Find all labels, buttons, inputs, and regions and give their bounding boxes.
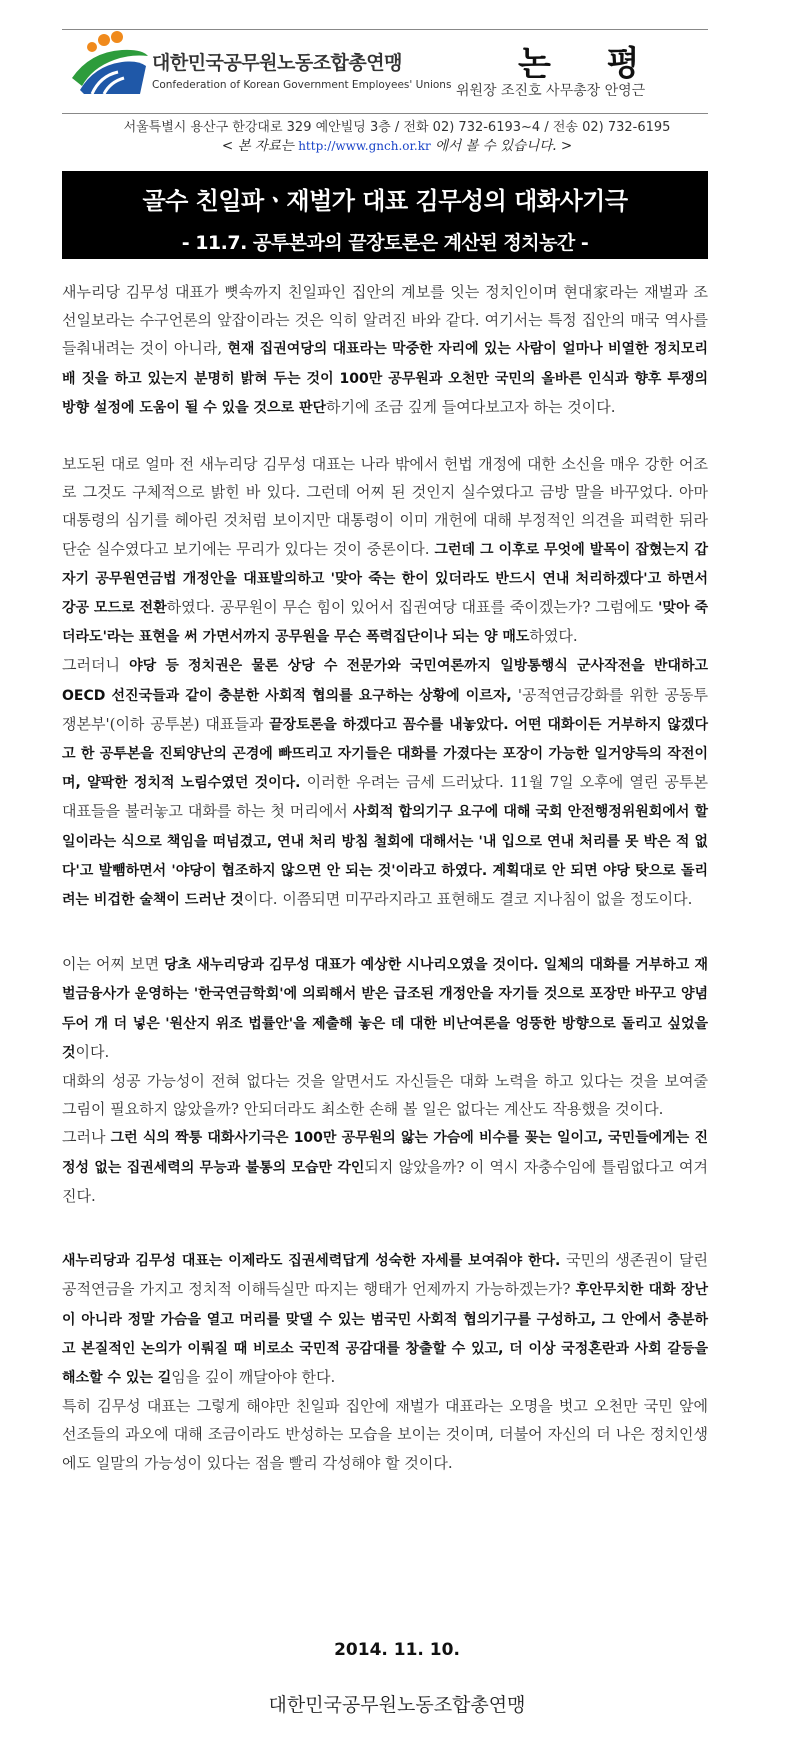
emphasis-text: 새누리당과 김무성 대표는 이제라도 집권세력답게 성숙한 자세를 보여줘야 한다. [62, 1253, 561, 1270]
body-text: 새누리당 김무성 대표가 뼛속까지 친일파인 집안의 계보를 잇는 정치인이며 현대家라는 재벌과 조선일보라는 수구언론의 앞잡이라는 것은 익히 알려진 바와 같다. 여기서는 특정 집안의 매국 역사를 들춰내려는 것이 아니라, [62, 283, 708, 358]
emphasis-text: 후안무치한 대화 장난이 아니라 정말 가슴을 열고 머리를 맞댈 수 있는 범국민 사회적 협의기구를 구성하고, 그 안에서 충분하고 본질적인 논의가 이뤄질 때 비로소 국민적 공감대를 창출할 수 있고, 더 이상 국정혼란과 사회 갈등을 해소할 수 있는 길 [62, 1282, 709, 1386]
emphasis-text: 현재 집권여당의 대표라는 막중한 자리에 있는 사람이 얼마나 비열한 정치모리배 짓을 하고 있는지 분명히 밝혀 두는 것이 100만 공무원과 오천만 국민의 올바른 인식과 향후 투쟁의 방향 설정에 도움이 될 수 있을 것으로 판단 [62, 341, 708, 416]
body-text: 하였다. [529, 627, 578, 646]
paragraph-gap [62, 914, 708, 950]
emphasis-text: 그런 식의 짝퉁 대화사기극은 100만 공무원의 앓는 가슴에 비수를 꽂는 일이고, 국민들에게는 진정성 없는 집권세력의 무능과 불통의 모습만 각인 [62, 1130, 708, 1176]
body-text: 이다. [75, 1042, 110, 1061]
emphasis-text: 사회적 합의기구 요구에 대해 국회 안전행정위원회에서 할 일이라는 식으로 책임을 떠넘겼고, 연내 처리 방침 철회에 대해서는 '내 입으로 연내 처리를 못 박은 적 없다'고 발뺌하면서 '야당이 협조하지 않으면 안 되는 것'이라고 하였다. 계획대로 안 되면 야당 탓으로 돌리려는 비겁한 술책이 드러난 것 [62, 804, 708, 909]
date: 2014. 11. 10. [334, 1640, 460, 1660]
contact-line: 서울특별시 용산구 한강대로 329 예안빌딩 3층 / 전화 02) 732-6193~4 / 전송 02) 732-6195 [123, 120, 671, 135]
emphasis-text: 그런데 그 이후로 무엇에 발목이 잡혔는지 갑자기 공무원연금법 개정안을 대표발의하고 '맞아 죽는 한이 있더라도 반드시 연내 처리하겠다'고 하면서 강공 모드로 전환 [62, 541, 708, 617]
top-rule [62, 29, 708, 30]
paragraph [62, 1246, 708, 1392]
source-url-link[interactable]: http://www.gnch.or.kr [298, 139, 431, 153]
footer-org-name: 대한민국공무원노동조합총연맹 [268, 1694, 526, 1716]
staff-line: 위원장 조진호 사무총장 안영근 [456, 83, 646, 99]
header-rule [62, 113, 708, 114]
sub-title: - 11.7. 공투본과의 끝장토론은 계산된 정치농간 - [181, 232, 589, 254]
article-body [62, 278, 708, 1477]
emphasis-text: 당초 새누리당과 김무성 대표가 예상한 시나리오였을 것이다. 일체의 대화를 거부하고 재벌금융사가 운영하는 '한국연금학회'에 의뢰해서 받은 급조된 개정안을 자기들 것으로 포장만 바꾸고 양념 두어 개 더 넣은 '원산지 위조 법률안'을 제출해 놓은 데 대한 비난여론을 엉뚱한 방향으로 돌리고 싶었을 것 [62, 957, 709, 1061]
body-text: 특히 김무성 대표는 그렇게 해야만 친일파 집안에 재벌가 대표라는 오명을 벗고 오천만 국민 앞에 선조들의 과오에 대해 조금이라도 반성하는 모습을 보이는 것이며, 더불어 자신의 더 나은 정치인생에도 일말의 가능성이 있다는 점을 빨리 각성해야 할 것이다. [62, 1397, 708, 1472]
body-text: 하였다. 공무원이 무슨 힘이 있어서 집권여당 대표를 죽이겠는가? 그럼에도 [166, 598, 659, 617]
body-text: 이는 어찌 보면 [62, 955, 165, 974]
doc-type-heading: 논 평 [518, 44, 662, 84]
emphasis-text: 야당 등 정치권은 물론 상당 수 전문가와 국민여론까지 일방통행식 군사작전을 반대하고 OECD 선진국들과 같이 충분한 사회적 협의를 요구하는 상황에 이르자, [62, 658, 708, 704]
paragraph [62, 1123, 708, 1210]
body-text: 임을 깊이 깨달아야 한다. [171, 1367, 336, 1386]
union-logo-icon [70, 30, 150, 98]
title-box [62, 171, 708, 259]
emphasis-text: '맞아 죽더라도'라는 표현을 써 가면서까지 공무원을 무슨 폭력집단이나 되는 양 매도 [62, 600, 708, 646]
paragraph [62, 1067, 708, 1123]
paragraph [62, 1392, 708, 1477]
paragraph [62, 278, 708, 422]
body-text: 그러더니 [62, 656, 130, 675]
source-note-prefix: < 본 자료는 [221, 138, 294, 154]
body-text: '공적연금강화를 위한 공동투쟁본부'(이하 공투본) 대표들과 [62, 685, 708, 733]
main-title: 골수 친일파ㆍ재벌가 대표 김무성의 대화사기극 [142, 187, 628, 215]
body-text: 되지 않았을까? 이 역시 자충수임에 틀림없다고 여겨진다. [62, 1157, 708, 1205]
body-text: 보도된 대로 얼마 전 새누리당 김무성 대표는 나라 밖에서 헌법 개정에 대한 소신을 매우 강한 어조로 그것도 구체적으로 밝힌 바 있다. 그런데 어찌 된 것인지 실수였다고 금방 말을 바꾸었다. 아마 대통령의 심기를 헤아린 것처럼 보이지만 대통령이 이미 개헌에 대해 부정적인 의견을 피력한 뒤라 단순 실수였다고 보기에는 무리가 있다는 것이 중론이다. [62, 455, 708, 558]
org-name-kr: 대한민국공무원노동조합총연맹 [152, 52, 402, 74]
paragraph [62, 651, 708, 914]
paragraph-gap [62, 422, 708, 450]
paragraph [62, 450, 708, 651]
body-text: 이러한 우려는 금세 드러났다. 11월 7일 오후에 열린 공투본 대표들을 불러놓고 대화를 하는 첫 머리에서 [62, 773, 709, 821]
body-text: 국민의 생존권이 달린 공적연금을 가지고 정치적 이해득실만 따지는 행태가 언제까지 가능하겠는가? [62, 1251, 709, 1299]
body-text: 대화의 성공 가능성이 전혀 없다는 것을 알면서도 자신들은 대화 노력을 하고 있다는 것을 보여줄 그림이 필요하지 않았을까? 안되더라도 최소한 손해 볼 일은 없다는 계산도 작용했을 것이다. [62, 1072, 708, 1119]
emphasis-text: 끝장토론을 하겠다고 꼼수를 내놓았다. 어떤 대화이든 거부하지 않겠다고 한 공투본을 진퇴양난의 곤경에 빠뜨리고 자기들은 대화를 가졌다는 포장이 가능한 일거양득의 작전이며, 얄팍한 정치적 노림수였던 것이다. [62, 716, 708, 792]
source-note [0, 134, 794, 154]
paragraph-gap [62, 1210, 708, 1246]
source-note-suffix: 에서 볼 수 있습니다. > [435, 138, 573, 154]
org-name-en: Confederation of Korean Government Employees' Unions [152, 79, 452, 91]
body-text: 하기에 조금 깊게 들여다보고자 하는 것이다. [326, 397, 616, 416]
paragraph [62, 950, 708, 1067]
body-text: 이다. 이쯤되면 미꾸라지라고 표현해도 결코 지나침이 없을 정도이다. [243, 890, 693, 909]
body-text: 그러나 [62, 1128, 111, 1147]
